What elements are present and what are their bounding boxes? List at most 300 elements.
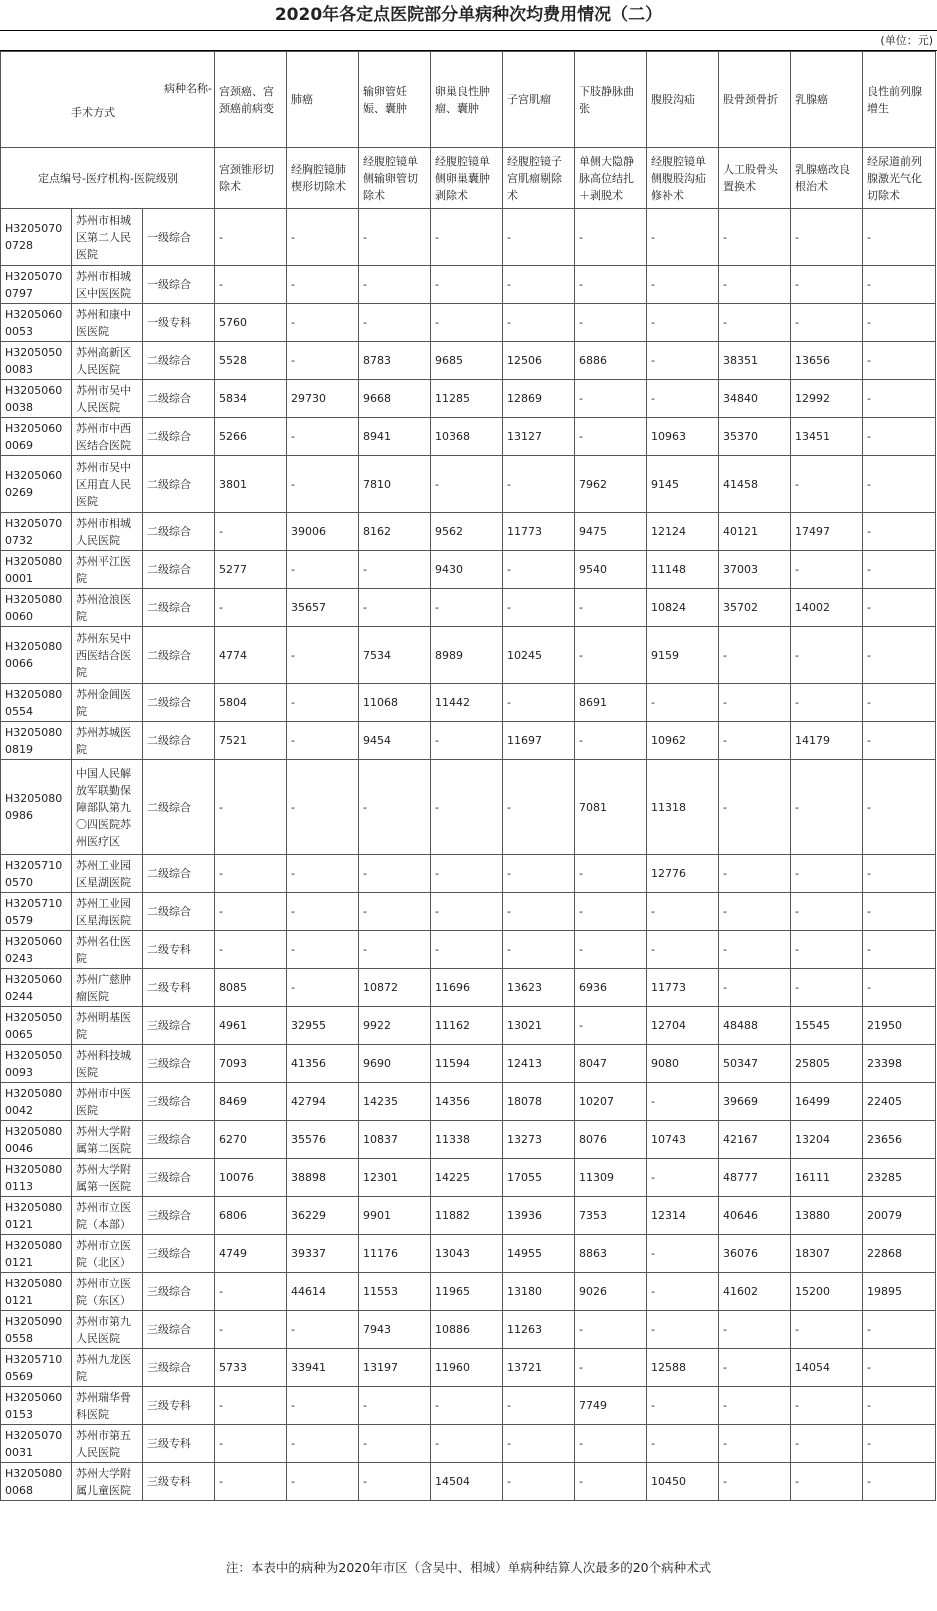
cost-value: 11318 xyxy=(647,760,719,855)
cost-value: - xyxy=(215,513,287,551)
cost-value: 14179 xyxy=(791,722,863,760)
hospital-level: 三级综合 xyxy=(143,1273,215,1311)
cost-value: 13197 xyxy=(359,1349,431,1387)
surgery-header: 人工股骨头置换术 xyxy=(719,148,791,209)
cost-value: 8691 xyxy=(575,684,647,722)
cost-value: 18078 xyxy=(503,1083,575,1121)
cost-value: - xyxy=(647,1235,719,1273)
cost-value: 11263 xyxy=(503,1311,575,1349)
cost-value: - xyxy=(575,931,647,969)
cost-value: 14356 xyxy=(431,1083,503,1121)
cost-value: 5760 xyxy=(215,304,287,342)
cost-value: 10824 xyxy=(647,589,719,627)
cost-value: 13127 xyxy=(503,418,575,456)
cost-value: - xyxy=(863,855,936,893)
cost-value: - xyxy=(359,1387,431,1425)
cost-value: 7534 xyxy=(359,627,431,684)
cost-value: 5528 xyxy=(215,342,287,380)
cost-value: 12869 xyxy=(503,380,575,418)
table-row xyxy=(1,589,936,627)
table-row xyxy=(1,304,936,342)
cost-value: - xyxy=(575,893,647,931)
cost-value: 23656 xyxy=(863,1121,936,1159)
cost-value: - xyxy=(287,209,359,266)
cost-value: 22405 xyxy=(863,1083,936,1121)
cost-value: - xyxy=(431,722,503,760)
cost-value: 40646 xyxy=(719,1197,791,1235)
cost-value: 13451 xyxy=(791,418,863,456)
cost-value: 18307 xyxy=(791,1235,863,1273)
cost-value: 7521 xyxy=(215,722,287,760)
table-row xyxy=(1,1007,936,1045)
cost-value: - xyxy=(575,589,647,627)
hospital-name: 苏州市立医院（本部） xyxy=(72,1197,143,1235)
cost-value: - xyxy=(719,1425,791,1463)
table-row xyxy=(1,1463,936,1501)
hospital-code: H32050800060 xyxy=(1,589,72,627)
table-row xyxy=(1,893,936,931)
hospital-level: 三级专科 xyxy=(143,1463,215,1501)
hospital-level: 二级综合 xyxy=(143,589,215,627)
hospital-code: H32050600153 xyxy=(1,1387,72,1425)
cost-value: - xyxy=(287,304,359,342)
disease-header: 宫颈癌、宫颈癌前病变 xyxy=(215,52,287,148)
hospital-name: 苏州工业园区星海医院 xyxy=(72,893,143,931)
hospital-name: 苏州东吴中西医结合医院 xyxy=(72,627,143,684)
cost-value: - xyxy=(647,209,719,266)
cost-value: - xyxy=(575,209,647,266)
cost-value: - xyxy=(431,456,503,513)
cost-value: - xyxy=(359,1425,431,1463)
cost-value: - xyxy=(503,893,575,931)
hospital-name: 苏州和康中医医院 xyxy=(72,304,143,342)
cost-value: 11594 xyxy=(431,1045,503,1083)
cost-value: - xyxy=(791,1311,863,1349)
hospital-code: H32050800113 xyxy=(1,1159,72,1197)
cost-value: - xyxy=(863,266,936,304)
cost-value: 14054 xyxy=(791,1349,863,1387)
cost-value: - xyxy=(359,266,431,304)
hospital-name: 苏州市中医医院 xyxy=(72,1083,143,1121)
cost-value: - xyxy=(287,1463,359,1501)
hospital-name: 苏州广慈肿瘤医院 xyxy=(72,969,143,1007)
cost-value: 40121 xyxy=(719,513,791,551)
cost-value: 4774 xyxy=(215,627,287,684)
cost-value: - xyxy=(719,684,791,722)
hospital-code: H32050800046 xyxy=(1,1121,72,1159)
cost-value: - xyxy=(863,893,936,931)
cost-value: 5733 xyxy=(215,1349,287,1387)
cost-value: 11442 xyxy=(431,684,503,722)
hospital-code: H32050800042 xyxy=(1,1083,72,1121)
hospital-code: H32050600053 xyxy=(1,304,72,342)
cost-value: - xyxy=(719,1387,791,1425)
surgery-header: 乳腺癌改良根治术 xyxy=(791,148,863,209)
cost-value: - xyxy=(791,1387,863,1425)
hospital-name: 苏州沧浪医院 xyxy=(72,589,143,627)
cost-value: 20079 xyxy=(863,1197,936,1235)
cost-value: 9026 xyxy=(575,1273,647,1311)
hospital-name: 苏州市第九人民医院 xyxy=(72,1311,143,1349)
hospital-code: H32050800066 xyxy=(1,627,72,684)
hospital-code: H32050800986 xyxy=(1,760,72,855)
cost-value: 42167 xyxy=(719,1121,791,1159)
cost-value: 9562 xyxy=(431,513,503,551)
cost-value: 7962 xyxy=(575,456,647,513)
cost-value: - xyxy=(215,1425,287,1463)
hospital-name: 苏州市相城区中医医院 xyxy=(72,266,143,304)
cost-value: - xyxy=(503,931,575,969)
cost-value: 13273 xyxy=(503,1121,575,1159)
table-row xyxy=(1,627,936,684)
cost-value: - xyxy=(647,1159,719,1197)
row-header-label: 定点编号-医疗机构-医院级别 xyxy=(1,148,215,209)
cost-value: - xyxy=(863,1311,936,1349)
table-row xyxy=(1,1273,936,1311)
cost-value: - xyxy=(575,1349,647,1387)
hospital-code: H32050800121 xyxy=(1,1273,72,1311)
cost-value: 33941 xyxy=(287,1349,359,1387)
hospital-code: H32057100579 xyxy=(1,893,72,931)
hospital-code: H32050700732 xyxy=(1,513,72,551)
cost-value: - xyxy=(287,1425,359,1463)
cost-value: - xyxy=(431,266,503,304)
cost-value: - xyxy=(503,209,575,266)
cost-value: 16111 xyxy=(791,1159,863,1197)
cost-value: 10837 xyxy=(359,1121,431,1159)
hospital-name: 苏州大学附属第二医院 xyxy=(72,1121,143,1159)
cost-value: 8047 xyxy=(575,1045,647,1083)
hospital-code: H32050700797 xyxy=(1,266,72,304)
cost-value: - xyxy=(359,551,431,589)
table-row xyxy=(1,342,936,380)
cost-value: - xyxy=(359,1463,431,1501)
cost-value: 12588 xyxy=(647,1349,719,1387)
cost-value: - xyxy=(719,931,791,969)
cost-value: - xyxy=(863,1349,936,1387)
cost-value: - xyxy=(791,1463,863,1501)
disease-header: 乳腺癌 xyxy=(791,52,863,148)
hospital-name: 苏州金阊医院 xyxy=(72,684,143,722)
footnote: 注：本表中的病种为2020年市区（含吴中、相城）单病种结算人次最多的20个病种术式 xyxy=(225,1560,712,1575)
surgery-header: 经腹腔镜单侧输卵管切除术 xyxy=(359,148,431,209)
hospital-name: 苏州名仕医院 xyxy=(72,931,143,969)
hospital-code: H32050600269 xyxy=(1,456,72,513)
cost-value: 23398 xyxy=(863,1045,936,1083)
cost-value: 12314 xyxy=(647,1197,719,1235)
surgery-header: 单侧大隐静脉高位结扎＋剥脱术 xyxy=(575,148,647,209)
cost-value: - xyxy=(215,209,287,266)
surgery-header: 经尿道前列腺激光气化切除术 xyxy=(863,148,936,209)
cost-value: 11965 xyxy=(431,1273,503,1311)
cost-value: - xyxy=(863,551,936,589)
surgery-header: 经腹腔镜子宫肌瘤剔除术 xyxy=(503,148,575,209)
cost-value: 12704 xyxy=(647,1007,719,1045)
cost-value: 35370 xyxy=(719,418,791,456)
cost-value: - xyxy=(431,931,503,969)
cost-value: 5834 xyxy=(215,380,287,418)
table-row xyxy=(1,1235,936,1273)
cost-value: 8469 xyxy=(215,1083,287,1121)
cost-value: - xyxy=(647,1083,719,1121)
hospital-level: 二级综合 xyxy=(143,760,215,855)
cost-value: - xyxy=(719,209,791,266)
cost-value: 17055 xyxy=(503,1159,575,1197)
surgery-header: 经腹腔镜单侧腹股沟疝修补术 xyxy=(647,148,719,209)
cost-value: 14504 xyxy=(431,1463,503,1501)
cost-value: - xyxy=(719,722,791,760)
cost-value: - xyxy=(503,1425,575,1463)
cost-value: 6936 xyxy=(575,969,647,1007)
table-row xyxy=(1,1387,936,1425)
cost-value: 11176 xyxy=(359,1235,431,1273)
cost-value: 25805 xyxy=(791,1045,863,1083)
hospital-code: H32050500093 xyxy=(1,1045,72,1083)
cost-value: - xyxy=(287,1387,359,1425)
cost-value: - xyxy=(575,380,647,418)
cost-value: - xyxy=(287,931,359,969)
cost-value: 36076 xyxy=(719,1235,791,1273)
cost-value: 10207 xyxy=(575,1083,647,1121)
hospital-level: 二级综合 xyxy=(143,684,215,722)
cost-value: - xyxy=(791,209,863,266)
cost-value: - xyxy=(863,456,936,513)
cost-value: 15200 xyxy=(791,1273,863,1311)
hospital-code: H32050600069 xyxy=(1,418,72,456)
cost-value: - xyxy=(287,684,359,722)
cost-value: - xyxy=(791,1425,863,1463)
cost-value: 13721 xyxy=(503,1349,575,1387)
cost-value: 10872 xyxy=(359,969,431,1007)
cost-value: - xyxy=(287,722,359,760)
table-row xyxy=(1,1311,936,1349)
cost-value: 48777 xyxy=(719,1159,791,1197)
hospital-level: 一级综合 xyxy=(143,209,215,266)
cost-value: 29730 xyxy=(287,380,359,418)
table-row xyxy=(1,1045,936,1083)
hospital-name: 苏州工业园区星湖医院 xyxy=(72,855,143,893)
hospital-name: 苏州大学附属第一医院 xyxy=(72,1159,143,1197)
cost-value: - xyxy=(215,760,287,855)
hospital-level: 二级专科 xyxy=(143,931,215,969)
cost-value: 9922 xyxy=(359,1007,431,1045)
cost-value: 11309 xyxy=(575,1159,647,1197)
hospital-level: 三级综合 xyxy=(143,1311,215,1349)
cost-value: - xyxy=(359,760,431,855)
cost-value: - xyxy=(431,855,503,893)
cost-value: 41356 xyxy=(287,1045,359,1083)
hospital-code: H32050500065 xyxy=(1,1007,72,1045)
hospital-code: H32057100569 xyxy=(1,1349,72,1387)
cost-value: - xyxy=(503,760,575,855)
cost-value: 13936 xyxy=(503,1197,575,1235)
table-row xyxy=(1,513,936,551)
cost-value: 9159 xyxy=(647,627,719,684)
disease-header: 良性前列腺增生 xyxy=(863,52,936,148)
hospital-code: H32050600243 xyxy=(1,931,72,969)
cost-value: 42794 xyxy=(287,1083,359,1121)
cost-value: - xyxy=(431,589,503,627)
cost-value: - xyxy=(647,342,719,380)
cost-value: 13880 xyxy=(791,1197,863,1235)
cost-value: - xyxy=(647,684,719,722)
cost-value: - xyxy=(863,627,936,684)
cost-value: - xyxy=(863,589,936,627)
cost-value: 11285 xyxy=(431,380,503,418)
cost-value: - xyxy=(575,1007,647,1045)
surgery-header: 宫颈锥形切除术 xyxy=(215,148,287,209)
cost-value: 12124 xyxy=(647,513,719,551)
hospital-level: 一级综合 xyxy=(143,266,215,304)
cost-value: - xyxy=(503,1387,575,1425)
cost-value: - xyxy=(791,931,863,969)
cost-value: - xyxy=(863,418,936,456)
cost-value: 8941 xyxy=(359,418,431,456)
cost-value: - xyxy=(719,304,791,342)
hospital-level: 二级综合 xyxy=(143,342,215,380)
cost-value: - xyxy=(503,855,575,893)
cost-value: - xyxy=(359,893,431,931)
cost-value: 12776 xyxy=(647,855,719,893)
cost-value: 7943 xyxy=(359,1311,431,1349)
cost-value: 50347 xyxy=(719,1045,791,1083)
cost-value: 11068 xyxy=(359,684,431,722)
cost-value: - xyxy=(647,380,719,418)
cost-value: - xyxy=(431,893,503,931)
cost-value: - xyxy=(503,684,575,722)
cost-value: 38898 xyxy=(287,1159,359,1197)
cost-value: 13043 xyxy=(431,1235,503,1273)
cost-value: 6886 xyxy=(575,342,647,380)
cost-value: - xyxy=(215,893,287,931)
cost-value: - xyxy=(575,855,647,893)
hospital-level: 二级综合 xyxy=(143,855,215,893)
cost-value: 7081 xyxy=(575,760,647,855)
cost-value: - xyxy=(791,760,863,855)
cost-value: 10450 xyxy=(647,1463,719,1501)
hospital-level: 三级综合 xyxy=(143,1197,215,1235)
hospital-level: 二级综合 xyxy=(143,418,215,456)
hospital-name: 苏州科技城医院 xyxy=(72,1045,143,1083)
cost-value: - xyxy=(863,969,936,1007)
cost-value: - xyxy=(791,969,863,1007)
cost-value: 9540 xyxy=(575,551,647,589)
cost-value: - xyxy=(719,1311,791,1349)
cost-value: 37003 xyxy=(719,551,791,589)
hospital-name: 苏州瑞华骨科医院 xyxy=(72,1387,143,1425)
cost-value: - xyxy=(791,684,863,722)
cost-value: - xyxy=(647,893,719,931)
cost-value: - xyxy=(863,513,936,551)
cost-value: 4749 xyxy=(215,1235,287,1273)
hospital-level: 二级综合 xyxy=(143,893,215,931)
table-row xyxy=(1,551,936,589)
cost-value: 38351 xyxy=(719,342,791,380)
table-row xyxy=(1,1083,936,1121)
cost-value: 5277 xyxy=(215,551,287,589)
hospital-name: 苏州市相城区第二人民医院 xyxy=(72,209,143,266)
cost-value: 9668 xyxy=(359,380,431,418)
disease-header: 腹股沟疝 xyxy=(647,52,719,148)
hospital-name: 苏州九龙医院 xyxy=(72,1349,143,1387)
cost-value: 11148 xyxy=(647,551,719,589)
table-row xyxy=(1,855,936,893)
cost-value: - xyxy=(863,380,936,418)
disease-header: 股骨颈骨折 xyxy=(719,52,791,148)
cost-value: 10962 xyxy=(647,722,719,760)
cost-value: - xyxy=(719,1349,791,1387)
cost-value: - xyxy=(431,209,503,266)
cost-value: - xyxy=(287,551,359,589)
hospital-code: H32050500083 xyxy=(1,342,72,380)
cost-value: 10743 xyxy=(647,1121,719,1159)
cost-value: - xyxy=(575,418,647,456)
cost-value: - xyxy=(431,304,503,342)
cost-value: 13656 xyxy=(791,342,863,380)
hospital-code: H32057100570 xyxy=(1,855,72,893)
hospital-level: 三级综合 xyxy=(143,1235,215,1273)
cost-value: - xyxy=(287,1311,359,1349)
cost-value: - xyxy=(215,931,287,969)
cost-value: - xyxy=(575,266,647,304)
unit-label: (单位：元) xyxy=(0,31,937,51)
cost-value: - xyxy=(863,931,936,969)
hospital-level: 三级综合 xyxy=(143,1045,215,1083)
cost-value: 11773 xyxy=(647,969,719,1007)
cost-value: 32955 xyxy=(287,1007,359,1045)
cost-value: - xyxy=(863,342,936,380)
hospital-name: 苏州市立医院（东区） xyxy=(72,1273,143,1311)
cost-value: 13021 xyxy=(503,1007,575,1045)
cost-value: 13623 xyxy=(503,969,575,1007)
cost-value: 8085 xyxy=(215,969,287,1007)
cost-value: 7093 xyxy=(215,1045,287,1083)
cost-value: 36229 xyxy=(287,1197,359,1235)
cost-value: - xyxy=(791,266,863,304)
table-row xyxy=(1,1349,936,1387)
cost-value: 8783 xyxy=(359,342,431,380)
table-row xyxy=(1,1197,936,1235)
cost-value: - xyxy=(503,589,575,627)
cost-value: - xyxy=(647,1311,719,1349)
cost-value: 9685 xyxy=(431,342,503,380)
disease-header: 子宫肌瘤 xyxy=(503,52,575,148)
table-row xyxy=(1,418,936,456)
cost-value: - xyxy=(359,931,431,969)
cost-value: - xyxy=(359,304,431,342)
cost-value: 12301 xyxy=(359,1159,431,1197)
cost-value: - xyxy=(863,1463,936,1501)
cost-value: 14235 xyxy=(359,1083,431,1121)
cost-value: 14955 xyxy=(503,1235,575,1273)
hospital-level: 一级专科 xyxy=(143,304,215,342)
cost-value: 35702 xyxy=(719,589,791,627)
hospital-level: 三级综合 xyxy=(143,1159,215,1197)
cost-value: - xyxy=(863,760,936,855)
cost-value: - xyxy=(719,969,791,1007)
cost-value: 10368 xyxy=(431,418,503,456)
cost-value: - xyxy=(791,551,863,589)
cost-value: - xyxy=(215,1387,287,1425)
cost-value: - xyxy=(575,722,647,760)
table-row xyxy=(1,380,936,418)
cost-value: - xyxy=(791,456,863,513)
cost-value: - xyxy=(719,266,791,304)
cost-value: 39669 xyxy=(719,1083,791,1121)
hospital-name: 苏州苏城医院 xyxy=(72,722,143,760)
cost-value: - xyxy=(503,304,575,342)
cost-value: - xyxy=(719,893,791,931)
